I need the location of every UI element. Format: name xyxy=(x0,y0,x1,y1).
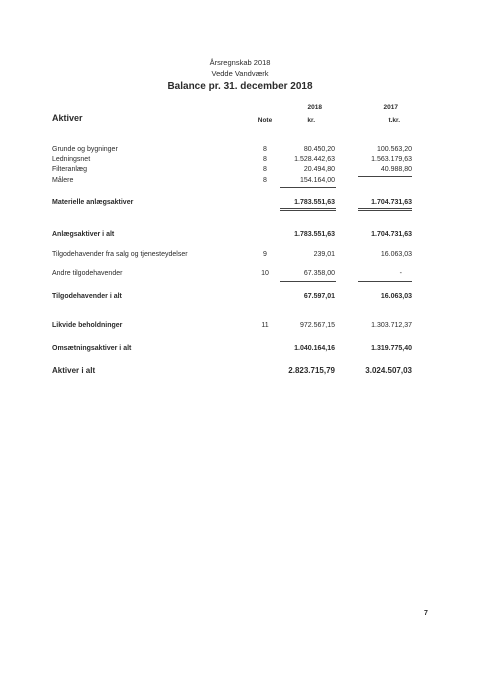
total-value-2018: 1.783.551,63 xyxy=(294,231,335,238)
row-value-2018: 239,01 xyxy=(313,251,335,258)
row-note: 9 xyxy=(263,251,267,258)
row-value-2017: 1.303.712,37 xyxy=(371,322,412,329)
subtotal-value-2018: 67.597,01 xyxy=(303,293,335,300)
subtotal-label: Materielle anlægsaktiver xyxy=(52,199,134,206)
year-2017-header: 2017 xyxy=(383,104,398,111)
note-column-header: Note xyxy=(257,117,273,124)
underline xyxy=(280,187,336,188)
row-label: Tilgodehavender fra salg og tjenesteydelser xyxy=(52,251,188,258)
row-label: Andre tilgodehavender xyxy=(52,270,123,277)
row-note: 8 xyxy=(263,166,267,173)
double-underline xyxy=(358,208,412,209)
unit-2017-header: t.kr. xyxy=(388,117,400,124)
total-value-2018: 1.040.164,16 xyxy=(294,345,335,352)
row-note: 8 xyxy=(263,146,267,153)
report-name: Årsregnskab 2018 xyxy=(209,58,271,67)
row-note: 10 xyxy=(261,270,269,277)
double-underline xyxy=(280,208,336,209)
row-value-2018: 80.450,20 xyxy=(303,146,335,153)
row-value-2017: 1.563.179,63 xyxy=(371,156,412,163)
underline xyxy=(358,176,412,177)
row-label: Målere xyxy=(52,177,74,184)
row-value-2017: 40.988,80 xyxy=(380,166,412,173)
row-value-2017: - xyxy=(399,270,402,277)
total-value-2017: 1.704.731,63 xyxy=(371,231,412,238)
year-2018-header: 2018 xyxy=(307,104,322,111)
row-note: 8 xyxy=(263,177,267,184)
subtotal-label: Tilgodehavender i alt xyxy=(52,293,122,300)
double-underline xyxy=(280,210,336,211)
row-label: Ledningsnet xyxy=(52,156,91,163)
subtotal-value-2017: 16.063,03 xyxy=(380,293,412,300)
row-value-2018: 154.164,00 xyxy=(299,177,335,184)
row-label: Likvide beholdninger xyxy=(52,322,123,329)
row-note: 8 xyxy=(263,156,267,163)
row-value-2018: 20.494,80 xyxy=(303,166,335,173)
row-note: 11 xyxy=(261,322,269,329)
grand-total-value-2017: 3.024.507,03 xyxy=(365,366,412,375)
total-label: Omsætningsaktiver i alt xyxy=(52,345,132,352)
double-underline xyxy=(358,210,412,211)
row-label: Grunde og bygninger xyxy=(52,146,118,153)
total-label: Anlægsaktiver i alt xyxy=(52,231,115,238)
row-value-2018: 67.358,00 xyxy=(303,270,335,277)
company-name: Vedde Vandværk xyxy=(211,69,269,78)
grand-total-value-2018: 2.823.715,79 xyxy=(288,366,335,375)
section-heading: Aktiver xyxy=(52,113,83,123)
subtotal-value-2018: 1.783.551,63 xyxy=(294,199,335,206)
page-number: 7 xyxy=(424,610,428,617)
grand-total-label: Aktiver i alt xyxy=(52,366,96,375)
unit-2018-header: kr. xyxy=(307,117,315,124)
row-value-2017: 100.563,20 xyxy=(376,146,412,153)
underline xyxy=(358,281,412,282)
row-value-2018: 972.567,15 xyxy=(299,322,335,329)
subtotal-value-2017: 1.704.731,63 xyxy=(371,199,412,206)
row-label: Filteranlæg xyxy=(52,166,88,173)
underline xyxy=(280,281,336,282)
row-value-2017: 16.063,03 xyxy=(380,251,412,258)
page-title: Balance pr. 31. december 2018 xyxy=(167,81,313,92)
total-value-2017: 1.319.775,40 xyxy=(371,345,412,352)
row-value-2018: 1.528.442,63 xyxy=(294,156,335,163)
